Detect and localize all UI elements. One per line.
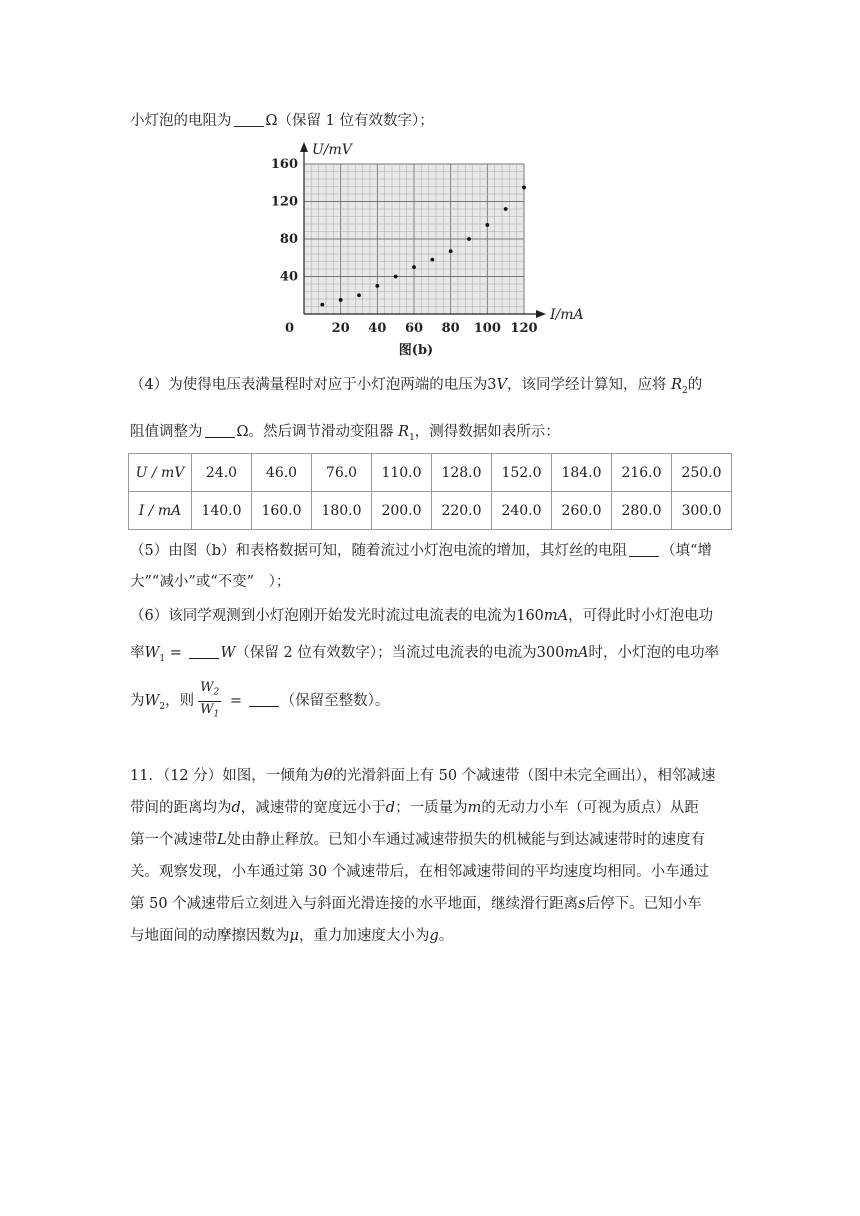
part6-line2 — [130, 643, 719, 669]
variable: μ — [289, 928, 299, 944]
text: （保留 2 位有效数字）；当流过电流表的电流为 — [235, 645, 537, 661]
table-cell: 110.0 — [372, 454, 432, 492]
text: （保留至整数）。 — [280, 693, 390, 710]
subscript: 2 — [681, 385, 688, 396]
q11-line2 — [130, 798, 699, 818]
subscript: 2 — [159, 701, 166, 712]
variable: R — [398, 424, 410, 440]
table-cell: 46.0 — [252, 454, 312, 492]
figure-caption: 图(b) — [398, 343, 434, 358]
y-tick-label: 120 — [270, 194, 298, 210]
table-cell: 152.0 — [492, 454, 552, 492]
data-point — [320, 303, 324, 307]
text: ；一质量为 — [395, 800, 468, 816]
text: ，该同学经计算知，应将 — [506, 377, 667, 393]
data-point — [522, 186, 526, 190]
unit: V — [496, 377, 507, 393]
data-point — [339, 298, 343, 302]
table-cell: 76.0 — [312, 454, 372, 492]
x-tick-label: 40 — [368, 321, 387, 336]
q11-line6 — [130, 926, 453, 946]
text: 第 50 个减速带后立刻进入与斜面光滑连接的水平地面，继续滑行距离 — [130, 896, 579, 912]
data-point — [504, 207, 508, 211]
y-tick-label: 40 — [279, 269, 298, 285]
x-tick-label: 20 — [331, 321, 350, 336]
text: 的 — [687, 377, 703, 393]
text: （填“增 — [661, 543, 712, 559]
y-tick-label: 80 — [279, 232, 298, 247]
part5-line2 — [130, 572, 290, 592]
text: 阻值调整为 — [130, 424, 203, 440]
text: ，测得数据如表所示： — [414, 424, 560, 440]
data-point — [449, 249, 453, 253]
table-cell: 200.0 — [372, 492, 432, 530]
part6-line1 — [130, 606, 713, 626]
denominator — [198, 702, 221, 723]
text: 第一个减速带 — [130, 832, 217, 848]
unit: mA — [564, 645, 589, 661]
part4-line2 — [130, 422, 560, 448]
origin-label: 0 — [284, 321, 294, 336]
equals: = — [225, 693, 247, 710]
data-point — [467, 237, 471, 241]
q11-line5 — [130, 894, 702, 914]
table-cell: 184.0 — [552, 454, 612, 492]
value: 3 — [487, 377, 497, 393]
subscript: 2 — [213, 687, 220, 698]
variable: W — [200, 680, 214, 695]
variable: W — [144, 645, 160, 661]
variable: W — [144, 693, 160, 710]
y-tick-label: 160 — [270, 157, 298, 172]
unit: W — [220, 645, 236, 661]
value: 300 — [536, 645, 565, 661]
x-tick-label: 100 — [473, 321, 501, 336]
text: 。 — [438, 928, 454, 944]
value: 160 — [516, 608, 544, 624]
table-cell: 240.0 — [492, 492, 552, 530]
subscript: 1 — [159, 653, 166, 664]
variable: g — [429, 928, 439, 944]
text: 处由静止释放。已知小车通过减速带损失的机械能与到达减速带时的速度有 — [226, 832, 706, 848]
y-axis-arrow-icon — [300, 142, 308, 152]
answer-blank — [205, 423, 235, 438]
variable: m — [467, 800, 482, 816]
table-cell: 300.0 — [672, 492, 732, 530]
text: 带间的距离均为 — [130, 800, 232, 816]
answer-blank — [234, 112, 264, 127]
text: ，可得此时小灯泡电功 — [568, 608, 714, 624]
variable: d — [231, 800, 241, 816]
data-point — [394, 275, 398, 279]
data-point — [412, 265, 416, 269]
text: 的光滑斜面上有 50 个减速带（图中未完全画出），相邻减速 — [332, 768, 716, 784]
text: ，减速带的宽度远小于 — [240, 800, 386, 816]
part4-line1 — [130, 375, 702, 401]
text: 小灯泡的电阻为 — [130, 113, 232, 129]
subscript: 1 — [409, 432, 415, 443]
answer-blank — [189, 644, 219, 659]
table-cell: 180.0 — [312, 492, 372, 530]
variable: R — [671, 377, 682, 393]
equals: = — [165, 645, 187, 661]
table-cell: 280.0 — [612, 492, 672, 530]
table-cell: 250.0 — [672, 454, 732, 492]
q11-line1 — [130, 766, 715, 786]
text: （5）由图（b）和表格数据可知，随着流过小灯泡电流的增加，其灯丝的电阻 — [130, 543, 628, 559]
table-row-i — [129, 492, 732, 530]
variable: L — [217, 832, 227, 848]
data-point — [357, 293, 361, 297]
table-cell: 220.0 — [432, 492, 492, 530]
table-cell: 160.0 — [252, 492, 312, 530]
numerator — [198, 680, 221, 702]
variable: θ — [323, 768, 333, 784]
variable: d — [385, 800, 396, 816]
table-cell: 260.0 — [552, 492, 612, 530]
text: （4）为使得电压表满量程时对应于小灯泡两端的电压为 — [130, 377, 488, 393]
fraction-w2-over-w1 — [198, 680, 221, 722]
text: （6）该同学观测到小灯泡刚开始发光时流过电流表的电流为 — [130, 608, 517, 624]
text: 11．（12 分）如图，一倾角为 — [130, 768, 324, 784]
text: 率 — [130, 645, 145, 661]
x-axis-arrow-icon — [536, 310, 546, 318]
data-point — [375, 284, 379, 288]
text: 为 — [130, 693, 145, 710]
text: 关。观察发现，小车通过第 30 个减速带后，在相邻减速带间的平均速度均相同。小车通过 — [130, 864, 709, 880]
row-label: U / mV — [129, 454, 192, 492]
x-tick-label: 120 — [510, 321, 538, 336]
y-axis-label: U/mV — [312, 142, 352, 158]
text: 后停下。已知小车 — [585, 896, 702, 912]
table-cell: 140.0 — [192, 492, 252, 530]
variable: s — [578, 896, 586, 912]
table-cell: 128.0 — [432, 454, 492, 492]
x-axis-label: I/mA — [550, 307, 584, 323]
unit: mA — [543, 608, 569, 624]
text: 与地面间的动摩擦因数为 — [130, 928, 290, 944]
table-cell: 216.0 — [612, 454, 672, 492]
text: ，则 — [165, 693, 195, 710]
answer-blank — [249, 692, 279, 707]
data-point — [430, 258, 434, 262]
data-table — [128, 453, 732, 530]
row-label: I / mA — [129, 492, 192, 530]
text: 时，小灯泡的电功率 — [588, 645, 720, 661]
table-cell: 24.0 — [192, 454, 252, 492]
variable: W — [200, 701, 214, 717]
figure-b-chart — [270, 138, 584, 358]
table-row-u — [129, 454, 732, 492]
text: Ω。然后调节滑动变阻器 — [236, 424, 394, 440]
data-point — [485, 223, 489, 227]
answer-blank — [629, 542, 659, 557]
q11-line3 — [130, 830, 705, 850]
q10-resistance-line — [130, 111, 434, 131]
part5-line1 — [130, 541, 712, 561]
text: 大”“减小”或“不变” ）； — [130, 574, 291, 590]
part6-line3 — [130, 680, 389, 723]
x-tick-label: 80 — [441, 321, 460, 336]
text: ，重力加速度大小为 — [298, 928, 430, 944]
text: 的无动力小车（可视为质点）从距 — [481, 800, 699, 816]
x-tick-label: 60 — [404, 321, 424, 336]
q11-line4 — [130, 862, 709, 882]
text: Ω（保留 1 位有效数字）； — [265, 113, 434, 129]
subscript: 1 — [213, 709, 220, 720]
chart-grid — [304, 164, 524, 314]
